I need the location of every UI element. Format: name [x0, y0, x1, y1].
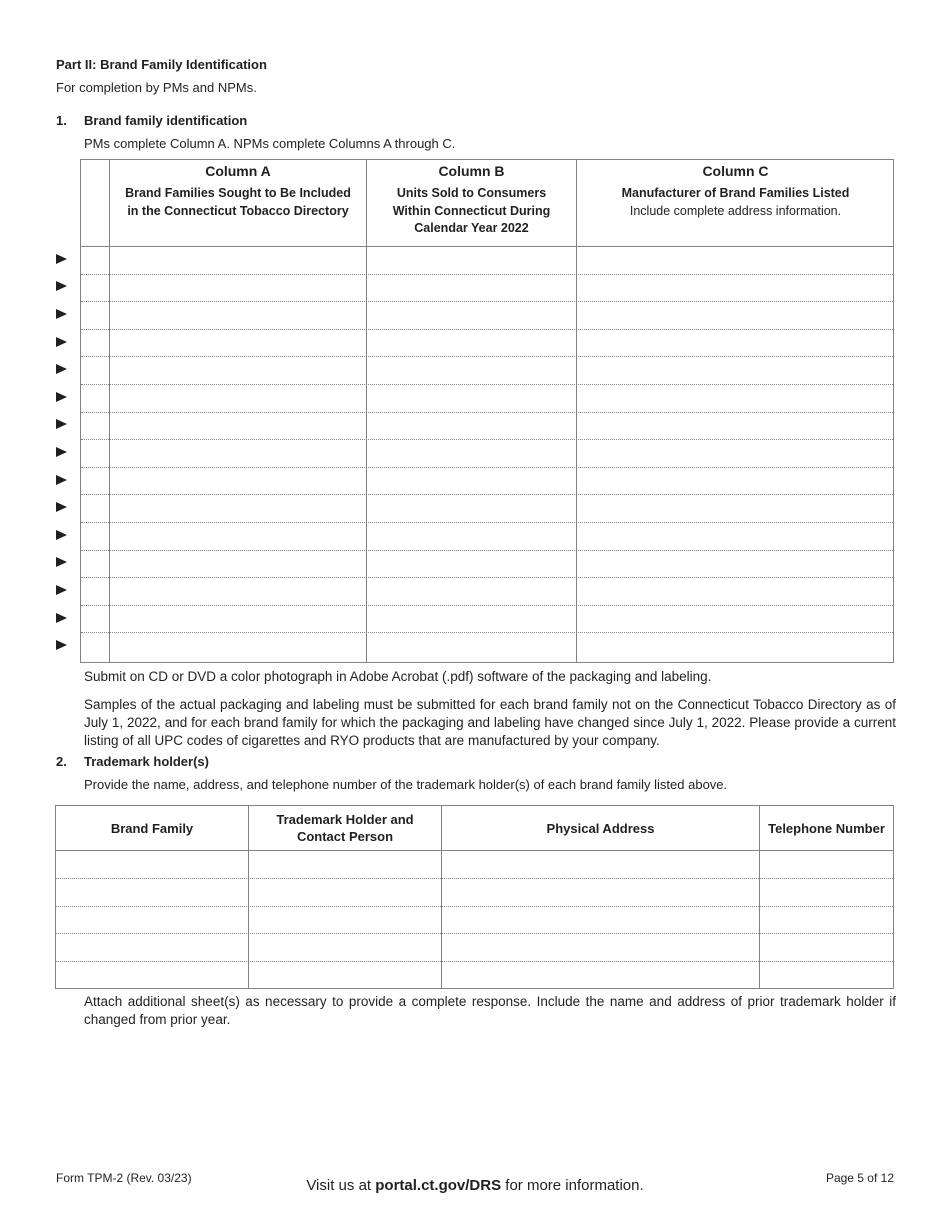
footer-visit-prefix: Visit us at [306, 1177, 376, 1194]
question-2-title: Trademark holder(s) [84, 754, 209, 769]
telephone-number-input[interactable] [760, 934, 893, 961]
page-number: Page 5 of 12 [825, 1171, 894, 1185]
telephone-number-input[interactable] [760, 962, 893, 989]
row-arrow-icon [56, 640, 67, 650]
row-marker-cell [81, 551, 109, 578]
column-c-input[interactable] [577, 302, 894, 329]
column-c-title: Column C [702, 163, 769, 179]
column-a-input[interactable] [110, 633, 366, 660]
column-a-header [110, 161, 366, 220]
column-c-input[interactable] [577, 413, 894, 440]
column-a-input[interactable] [110, 302, 366, 329]
brand-family-input[interactable] [56, 851, 248, 878]
row-arrow-icon [56, 364, 67, 374]
column-c-note: Include complete address information. [629, 203, 842, 218]
column-b-input[interactable] [367, 413, 576, 440]
column-b-input[interactable] [367, 633, 576, 660]
column-c-header [577, 161, 894, 220]
column-c-input[interactable] [577, 606, 894, 633]
row-marker-cell [81, 413, 109, 440]
row-marker-cell [81, 302, 109, 329]
column-a-input[interactable] [110, 357, 366, 384]
column-a-input[interactable] [110, 385, 366, 412]
column-a-input[interactable] [110, 495, 366, 522]
column-c-description: Manufacturer of Brand Families Listed [621, 186, 850, 200]
column-b-input[interactable] [367, 578, 576, 605]
column-a-input[interactable] [110, 330, 366, 357]
column-c-input[interactable] [577, 551, 894, 578]
row-marker-cell [81, 247, 109, 274]
column-b-input[interactable] [367, 606, 576, 633]
row-arrow-icon [56, 530, 67, 540]
physical-address-input[interactable] [442, 962, 759, 989]
question-1-number: 1. [56, 113, 67, 128]
brand-family-input[interactable] [56, 962, 248, 989]
physical-address-input[interactable] [442, 907, 759, 934]
row-arrow-icon [56, 585, 67, 595]
question-1-title: Brand family identification [84, 113, 248, 128]
column-b-input[interactable] [367, 247, 576, 274]
question-1-note-cd: Submit on CD or DVD a color photograph in Adobe Acrobat (.pdf) software of the packaging and labeling. [84, 669, 712, 684]
column-b-title: Column B [438, 163, 505, 179]
column-c-input[interactable] [577, 247, 894, 274]
row-arrow-icon [56, 309, 67, 319]
question-1-note-samples: Samples of the actual packaging and labeling must be submitted for each brand family not on the Connecticut Tobacco Directory as of July 1, 2022, and for each brand family for which the packaging and labeling have changed since July 1, 2022. Please provide a current listing of all UPC codes of cigarettes and RYO products that are manufactured by your company. [84, 697, 896, 748]
column-c-input[interactable] [577, 578, 894, 605]
telephone-number-input[interactable] [760, 907, 893, 934]
column-c-input[interactable] [577, 633, 894, 660]
row-marker-cell [81, 440, 109, 467]
column-c-input[interactable] [577, 523, 894, 550]
column-a-input[interactable] [110, 413, 366, 440]
column-a-input[interactable] [110, 247, 366, 274]
column-c-input[interactable] [577, 275, 894, 302]
part-subtitle: For completion by PMs and NPMs. [56, 80, 257, 95]
footer-link[interactable]: portal.ct.gov/DRS [375, 1177, 502, 1194]
row-marker-cell [81, 385, 109, 412]
column-b-input[interactable] [367, 468, 576, 495]
column-a-input[interactable] [110, 275, 366, 302]
column-a-input[interactable] [110, 523, 366, 550]
part-title: Part II: Brand Family Identification [56, 57, 267, 72]
column-c-input[interactable] [577, 440, 894, 467]
brand-family-input[interactable] [56, 934, 248, 961]
row-arrow-icon [56, 502, 67, 512]
column-a-input[interactable] [110, 578, 366, 605]
form-id: Form TPM-2 (Rev. 03/23) [56, 1171, 192, 1185]
column-c-input[interactable] [577, 385, 894, 412]
row-marker-cell [81, 275, 109, 302]
row-marker-cell [81, 357, 109, 384]
trademark-holder-input[interactable] [249, 907, 441, 934]
row-marker-cell [81, 330, 109, 357]
row-marker-cell [81, 468, 109, 495]
column-b-input[interactable] [367, 275, 576, 302]
row-marker-cell [81, 578, 109, 605]
telephone-number-input[interactable] [760, 851, 893, 878]
column-b-input[interactable] [367, 440, 576, 467]
row-arrow-icon [56, 475, 67, 485]
row-arrow-icon [56, 254, 67, 264]
row-arrow-icon [56, 557, 67, 567]
telephone-number-input[interactable] [760, 879, 893, 906]
column-c-input[interactable] [577, 357, 894, 384]
header-trademark-holder: Trademark Holder and Contact Person [276, 812, 414, 844]
trademark-holder-input[interactable] [249, 879, 441, 906]
column-b-input[interactable] [367, 302, 576, 329]
row-arrow-icon [56, 613, 67, 623]
header-telephone-number: Telephone Number [768, 820, 885, 836]
question-2-number: 2. [56, 754, 67, 769]
column-b-input[interactable] [367, 495, 576, 522]
question-2-note: Attach additional sheet(s) as necessary to provide a complete response. Include the name and address of prior trademark holder if changed from prior year. [84, 994, 896, 1027]
row-marker-cell [81, 606, 109, 633]
column-a-description: Brand Families Sought to Be Included in the Connecticut Tobacco Directory [125, 186, 351, 218]
column-c-input[interactable] [577, 495, 894, 522]
column-b-input[interactable] [367, 330, 576, 357]
column-b-description: Units Sold to Consumers Within Connecticut During Calendar Year 2022 [392, 186, 551, 235]
row-marker-cell [81, 633, 109, 660]
column-b-input[interactable] [367, 551, 576, 578]
brand-family-table [80, 159, 894, 663]
question-1-instruction: PMs complete Column A. NPMs complete Columns A through C. [84, 136, 456, 151]
row-arrow-icon [56, 281, 67, 291]
column-c-input[interactable] [577, 468, 894, 495]
trademark-holder-input[interactable] [249, 934, 441, 961]
column-a-title: Column A [205, 163, 271, 179]
column-c-input[interactable] [577, 330, 894, 357]
column-a-input[interactable] [110, 551, 366, 578]
header-physical-address: Physical Address [546, 820, 655, 836]
brand-family-input[interactable] [56, 879, 248, 906]
column-a-input[interactable] [110, 440, 366, 467]
row-arrow-icon [56, 392, 67, 402]
trademark-holder-input[interactable] [249, 851, 441, 878]
trademark-holder-table [55, 805, 894, 989]
trademark-holder-input[interactable] [249, 962, 441, 989]
brand-family-input[interactable] [56, 907, 248, 934]
column-b-header [367, 161, 576, 238]
question-2-instruction: Provide the name, address, and telephone number of the trademark holder(s) of each brand family listed above. [84, 777, 728, 792]
row-marker-cell [81, 523, 109, 550]
column-b-input[interactable] [367, 385, 576, 412]
physical-address-input[interactable] [442, 934, 759, 961]
physical-address-input[interactable] [442, 851, 759, 878]
column-b-input[interactable] [367, 357, 576, 384]
footer-visit-suffix: for more information. [501, 1177, 644, 1194]
row-arrow-icon [56, 419, 67, 429]
header-brand-family: Brand Family [110, 820, 194, 836]
column-b-input[interactable] [367, 523, 576, 550]
column-a-input[interactable] [110, 468, 366, 495]
footer-visit [0, 1177, 950, 1194]
row-arrow-icon [56, 447, 67, 457]
column-a-input[interactable] [110, 606, 366, 633]
row-marker-cell [81, 495, 109, 522]
row-arrow-icon [56, 337, 67, 347]
physical-address-input[interactable] [442, 879, 759, 906]
